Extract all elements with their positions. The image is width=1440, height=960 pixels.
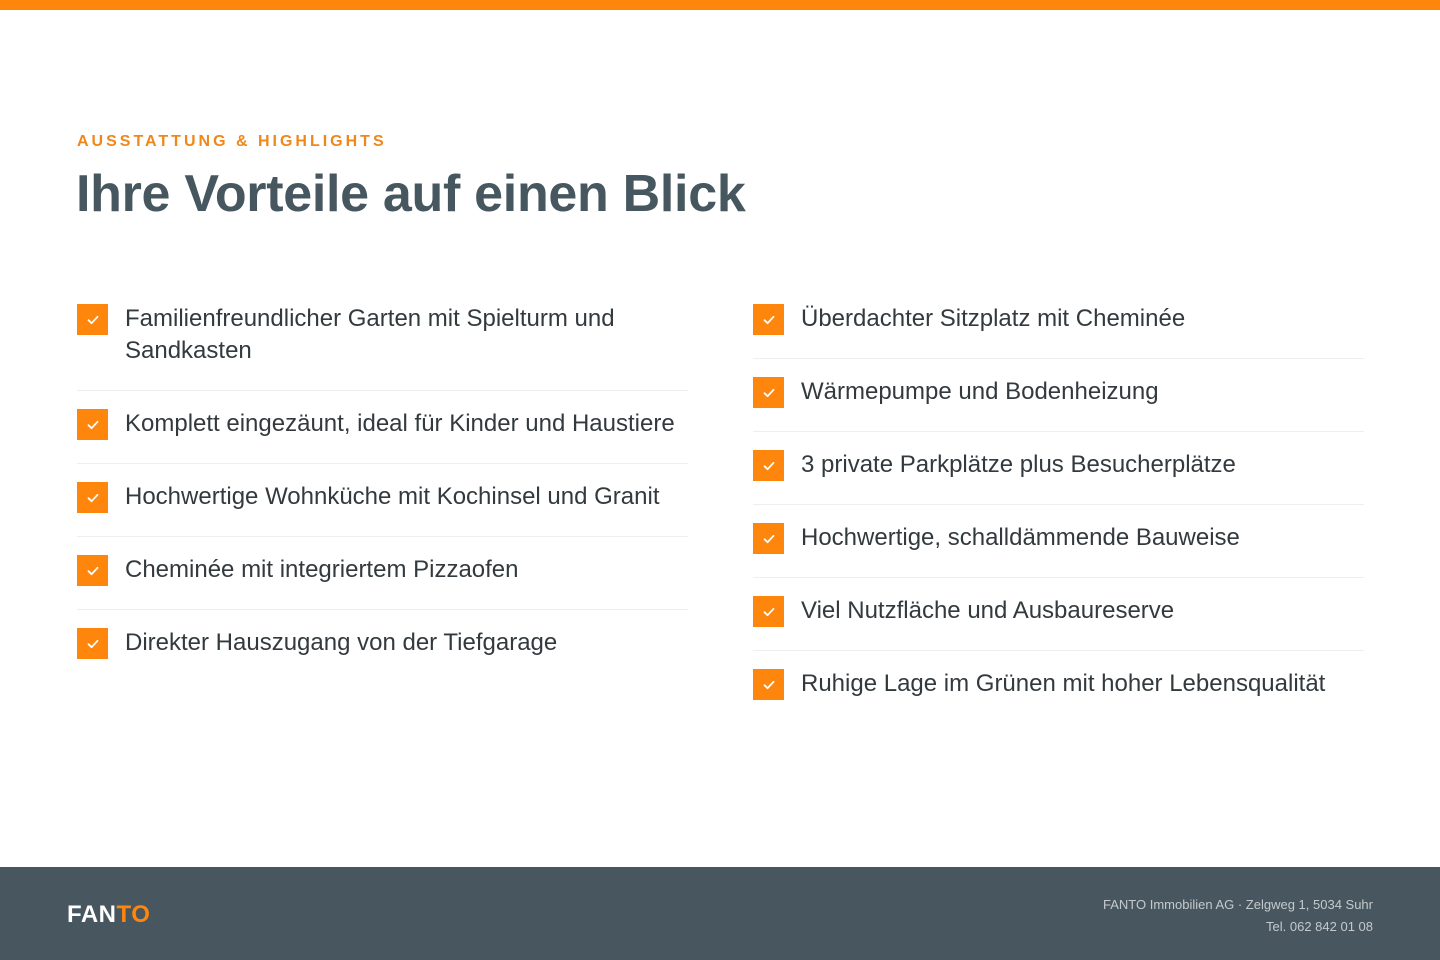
feature-text: Überdachter Sitzplatz mit Cheminée xyxy=(801,305,1186,332)
feature-list-left xyxy=(77,286,688,682)
footer xyxy=(0,867,1440,960)
footer-address: FANTO Immobilien AG · Zelgweg 1, 5034 Suhr xyxy=(1103,897,1373,912)
feature-text: Cheminée mit integriertem Pizzaofen xyxy=(125,556,519,583)
feature-item xyxy=(753,286,1364,359)
logo-part-white: FAN xyxy=(67,901,117,928)
check-icon xyxy=(753,523,784,554)
check-icon xyxy=(77,482,108,513)
feature-text: Ruhige Lage im Grünen mit hoher Lebensqualität xyxy=(801,670,1326,697)
feature-list-right xyxy=(753,286,1364,723)
check-icon xyxy=(753,669,784,700)
feature-item xyxy=(753,651,1364,723)
check-icon xyxy=(77,628,108,659)
check-icon xyxy=(77,409,108,440)
feature-text: Hochwertige, schalldämmende Bauweise xyxy=(801,524,1240,551)
feature-text: 3 private Parkplätze plus Besucherplätze xyxy=(801,451,1236,478)
check-icon xyxy=(753,596,784,627)
check-icon xyxy=(753,304,784,335)
feature-text: Direkter Hauszugang von der Tiefgarage xyxy=(125,629,558,656)
logo xyxy=(67,901,150,929)
feature-item xyxy=(77,286,688,391)
feature-item xyxy=(77,610,688,682)
check-icon xyxy=(77,555,108,586)
feature-item xyxy=(753,505,1364,578)
feature-text: Familienfreundlicher Garten mit Spielturm und Sandkasten xyxy=(125,305,615,364)
feature-item xyxy=(77,464,688,537)
feature-text: Viel Nutzfläche und Ausbaureserve xyxy=(801,597,1175,624)
feature-text: Wärmepumpe und Bodenheizung xyxy=(801,378,1159,405)
page-title: Ihre Vorteile auf einen Blick xyxy=(76,165,746,223)
feature-text: Hochwertige Wohnküche mit Kochinsel und Granit xyxy=(125,483,660,510)
logo-part-orange: TO xyxy=(116,901,151,928)
check-icon xyxy=(753,450,784,481)
feature-item xyxy=(753,578,1364,651)
check-icon xyxy=(77,304,108,335)
top-accent-bar xyxy=(0,0,1440,10)
feature-item xyxy=(753,432,1364,505)
feature-text: Komplett eingezäunt, ideal für Kinder und Haustiere xyxy=(125,410,675,437)
check-icon xyxy=(753,377,784,408)
feature-item xyxy=(77,537,688,610)
feature-item xyxy=(753,359,1364,432)
footer-contact xyxy=(1103,894,1373,938)
footer-phone: Tel. 062 842 01 08 xyxy=(1266,919,1373,934)
section-eyebrow: AUSSTATTUNG & HIGHLIGHTS xyxy=(77,133,387,150)
feature-item xyxy=(77,391,688,464)
